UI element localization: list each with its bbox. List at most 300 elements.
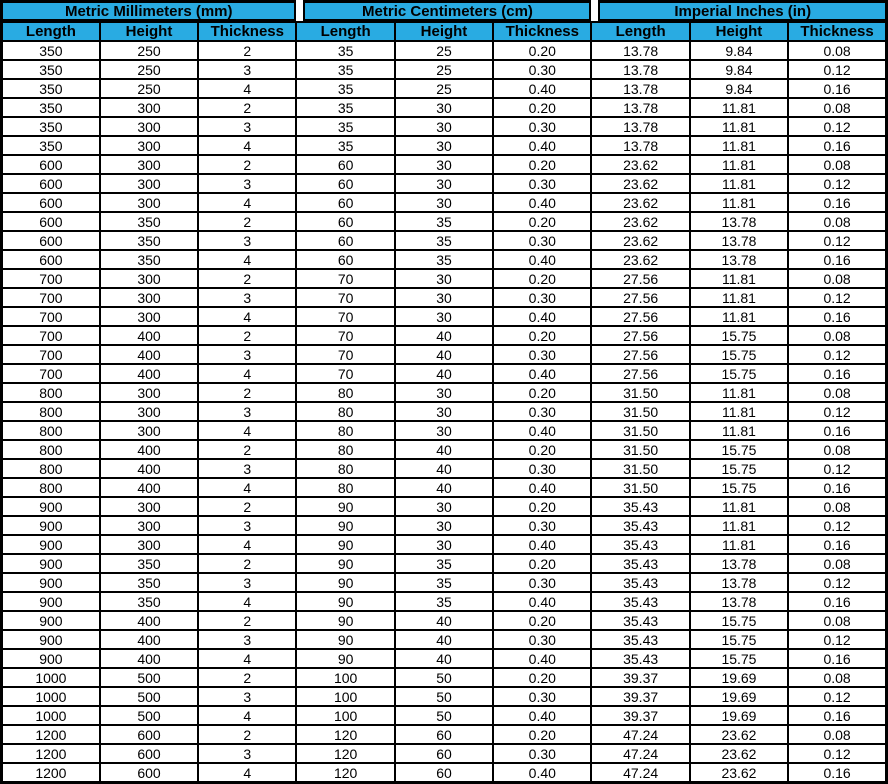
table-cell: 15.75 — [690, 440, 788, 459]
table-cell: 1200 — [2, 725, 100, 744]
table-cell: 0.12 — [788, 174, 886, 193]
table-cell: 0.30 — [493, 573, 591, 592]
table-cell: 40 — [395, 440, 493, 459]
table-row — [2, 687, 887, 706]
table-cell: 300 — [100, 288, 198, 307]
table-cell: 0.20 — [493, 497, 591, 516]
table-cell: 400 — [100, 478, 198, 497]
table-cell: 0.08 — [788, 440, 886, 459]
table-cell: 35.43 — [591, 592, 689, 611]
table-cell: 13.78 — [591, 98, 689, 117]
table-row — [2, 269, 887, 288]
table-cell: 0.40 — [493, 421, 591, 440]
table-cell: 0.40 — [493, 364, 591, 383]
table-cell: 0.12 — [788, 687, 886, 706]
table-cell: 0.30 — [493, 516, 591, 535]
table-row — [2, 402, 887, 421]
table-cell: 2 — [198, 212, 296, 231]
table-cell: 40 — [395, 345, 493, 364]
column-header-row — [2, 22, 887, 41]
table-cell: 4 — [198, 79, 296, 98]
table-cell: 60 — [395, 744, 493, 763]
table-cell: 0.08 — [788, 554, 886, 573]
table-row — [2, 497, 887, 516]
column-header-cm-height: Height — [395, 22, 493, 41]
table-cell: 30 — [395, 497, 493, 516]
table-cell: 0.40 — [493, 79, 591, 98]
table-cell: 900 — [2, 497, 100, 516]
table-row — [2, 193, 887, 212]
table-cell: 700 — [2, 288, 100, 307]
table-cell: 0.08 — [788, 383, 886, 402]
table-cell: 350 — [2, 60, 100, 79]
table-cell: 13.78 — [690, 212, 788, 231]
table-row — [2, 725, 887, 744]
table-cell: 900 — [2, 630, 100, 649]
table-cell: 90 — [296, 649, 394, 668]
table-cell: 4 — [198, 364, 296, 383]
table-cell: 400 — [100, 649, 198, 668]
table-cell: 1200 — [2, 763, 100, 783]
table-cell: 15.75 — [690, 459, 788, 478]
table-cell: 350 — [100, 212, 198, 231]
table-cell: 9.84 — [690, 41, 788, 60]
table-cell: 15.75 — [690, 630, 788, 649]
table-cell: 13.78 — [591, 60, 689, 79]
table-cell: 3 — [198, 231, 296, 250]
table-cell: 27.56 — [591, 326, 689, 345]
table-cell: 0.08 — [788, 269, 886, 288]
column-header-cm-thickness: Thickness — [493, 22, 591, 41]
table-cell: 2 — [198, 41, 296, 60]
table-cell: 0.20 — [493, 383, 591, 402]
table-cell: 0.12 — [788, 345, 886, 364]
table-cell: 0.40 — [493, 649, 591, 668]
group-header-cell-in — [591, 0, 886, 22]
table-cell: 120 — [296, 725, 394, 744]
table-cell: 30 — [395, 288, 493, 307]
table-cell: 30 — [395, 516, 493, 535]
table-row — [2, 231, 887, 250]
column-header-in-height: Height — [690, 22, 788, 41]
table-cell: 300 — [100, 421, 198, 440]
table-cell: 30 — [395, 117, 493, 136]
table-cell: 900 — [2, 516, 100, 535]
table-cell: 11.81 — [690, 307, 788, 326]
table-cell: 11.81 — [690, 98, 788, 117]
table-cell: 2 — [198, 326, 296, 345]
table-cell: 35 — [395, 250, 493, 269]
table-cell: 70 — [296, 269, 394, 288]
group-header-in: Imperial Inches (in) — [598, 0, 885, 21]
table-cell: 800 — [2, 478, 100, 497]
table-cell: 13.78 — [690, 554, 788, 573]
table-cell: 700 — [2, 269, 100, 288]
table-cell: 300 — [100, 307, 198, 326]
table-cell: 0.40 — [493, 307, 591, 326]
table-cell: 0.12 — [788, 231, 886, 250]
table-cell: 30 — [395, 174, 493, 193]
group-header-cm: Metric Centimeters (cm) — [303, 0, 591, 21]
table-cell: 0.16 — [788, 193, 886, 212]
table-cell: 35 — [395, 573, 493, 592]
table-cell: 60 — [395, 763, 493, 783]
table-cell: 30 — [395, 307, 493, 326]
table-cell: 11.81 — [690, 193, 788, 212]
table-cell: 0.20 — [493, 155, 591, 174]
table-cell: 2 — [198, 440, 296, 459]
table-row — [2, 630, 887, 649]
table-cell: 100 — [296, 687, 394, 706]
table-cell: 35 — [395, 231, 493, 250]
table-cell: 2 — [198, 497, 296, 516]
table-cell: 35 — [296, 117, 394, 136]
table-cell: 0.40 — [493, 535, 591, 554]
table-cell: 23.62 — [591, 231, 689, 250]
table-cell: 30 — [395, 136, 493, 155]
table-cell: 27.56 — [591, 288, 689, 307]
table-cell: 0.30 — [493, 345, 591, 364]
table-cell: 0.16 — [788, 250, 886, 269]
table-cell: 23.62 — [591, 193, 689, 212]
table-cell: 800 — [2, 402, 100, 421]
table-cell: 40 — [395, 611, 493, 630]
table-cell: 0.08 — [788, 326, 886, 345]
table-cell: 0.12 — [788, 630, 886, 649]
table-cell: 70 — [296, 307, 394, 326]
table-cell: 0.16 — [788, 763, 886, 783]
table-cell: 90 — [296, 573, 394, 592]
table-cell: 13.78 — [591, 136, 689, 155]
table-row — [2, 535, 887, 554]
table-header — [2, 0, 887, 41]
table-cell: 0.20 — [493, 269, 591, 288]
table-cell: 800 — [2, 383, 100, 402]
table-row — [2, 155, 887, 174]
table-cell: 31.50 — [591, 459, 689, 478]
table-cell: 9.84 — [690, 79, 788, 98]
table-cell: 0.16 — [788, 478, 886, 497]
table-cell: 0.16 — [788, 364, 886, 383]
table-cell: 100 — [296, 706, 394, 725]
table-cell: 35.43 — [591, 535, 689, 554]
table-cell: 3 — [198, 744, 296, 763]
table-cell: 60 — [296, 231, 394, 250]
table-cell: 70 — [296, 288, 394, 307]
table-cell: 600 — [2, 174, 100, 193]
table-cell: 30 — [395, 193, 493, 212]
table-cell: 60 — [296, 155, 394, 174]
table-cell: 400 — [100, 630, 198, 649]
table-cell: 9.84 — [690, 60, 788, 79]
table-cell: 0.16 — [788, 592, 886, 611]
table-cell: 600 — [2, 212, 100, 231]
table-row — [2, 326, 887, 345]
table-cell: 4 — [198, 535, 296, 554]
table-cell: 0.20 — [493, 41, 591, 60]
table-cell: 35 — [296, 136, 394, 155]
table-cell: 600 — [100, 744, 198, 763]
table-cell: 23.62 — [690, 744, 788, 763]
table-cell: 0.20 — [493, 212, 591, 231]
table-cell: 0.30 — [493, 117, 591, 136]
table-cell: 400 — [100, 326, 198, 345]
table-cell: 90 — [296, 592, 394, 611]
table-cell: 0.40 — [493, 250, 591, 269]
table-cell: 35.43 — [591, 649, 689, 668]
table-cell: 0.40 — [493, 592, 591, 611]
table-cell: 600 — [2, 250, 100, 269]
table-cell: 15.75 — [690, 364, 788, 383]
table-cell: 2 — [198, 383, 296, 402]
table-cell: 90 — [296, 611, 394, 630]
table-cell: 4 — [198, 250, 296, 269]
column-header-mm-thickness: Thickness — [198, 22, 296, 41]
table-cell: 23.62 — [690, 763, 788, 783]
table-cell: 0.40 — [493, 706, 591, 725]
table-cell: 25 — [395, 60, 493, 79]
table-cell: 70 — [296, 345, 394, 364]
table-cell: 400 — [100, 345, 198, 364]
table-cell: 600 — [100, 763, 198, 783]
table-body — [2, 41, 887, 783]
table-cell: 4 — [198, 649, 296, 668]
table-cell: 0.12 — [788, 60, 886, 79]
table-cell: 400 — [100, 440, 198, 459]
table-cell: 15.75 — [690, 649, 788, 668]
table-cell: 30 — [395, 421, 493, 440]
table-cell: 50 — [395, 706, 493, 725]
table-cell: 1200 — [2, 744, 100, 763]
table-cell: 120 — [296, 744, 394, 763]
table-cell: 0.40 — [493, 136, 591, 155]
table-row — [2, 79, 887, 98]
table-cell: 300 — [100, 535, 198, 554]
table-cell: 0.16 — [788, 136, 886, 155]
table-row — [2, 440, 887, 459]
table-cell: 0.20 — [493, 326, 591, 345]
table-cell: 250 — [100, 41, 198, 60]
table-cell: 35.43 — [591, 573, 689, 592]
table-cell: 35 — [395, 212, 493, 231]
table-cell: 2 — [198, 98, 296, 117]
table-cell: 300 — [100, 497, 198, 516]
table-cell: 50 — [395, 687, 493, 706]
table-cell: 23.62 — [591, 250, 689, 269]
table-cell: 0.30 — [493, 231, 591, 250]
table-cell: 80 — [296, 478, 394, 497]
table-cell: 23.62 — [690, 725, 788, 744]
table-cell: 120 — [296, 763, 394, 783]
table-cell: 13.78 — [690, 592, 788, 611]
table-row — [2, 60, 887, 79]
table-cell: 80 — [296, 383, 394, 402]
column-header-cm-length: Length — [296, 22, 394, 41]
table-row — [2, 383, 887, 402]
table-cell: 19.69 — [690, 668, 788, 687]
table-cell: 1000 — [2, 706, 100, 725]
table-cell: 900 — [2, 611, 100, 630]
group-header-row — [2, 0, 887, 22]
table-cell: 90 — [296, 554, 394, 573]
table-cell: 40 — [395, 326, 493, 345]
table-row — [2, 592, 887, 611]
column-header-mm-height: Height — [100, 22, 198, 41]
table-cell: 0.16 — [788, 79, 886, 98]
table-cell: 2 — [198, 668, 296, 687]
table-cell: 31.50 — [591, 478, 689, 497]
table-cell: 0.30 — [493, 630, 591, 649]
table-cell: 350 — [2, 136, 100, 155]
table-cell: 700 — [2, 307, 100, 326]
table-cell: 0.20 — [493, 668, 591, 687]
table-cell: 47.24 — [591, 744, 689, 763]
table-cell: 0.40 — [493, 478, 591, 497]
table-cell: 4 — [198, 763, 296, 783]
table-cell: 4 — [198, 307, 296, 326]
table-cell: 35.43 — [591, 630, 689, 649]
table-row — [2, 554, 887, 573]
table-cell: 350 — [2, 41, 100, 60]
table-cell: 19.69 — [690, 706, 788, 725]
table-cell: 250 — [100, 60, 198, 79]
table-cell: 80 — [296, 421, 394, 440]
table-cell: 500 — [100, 706, 198, 725]
table-cell: 25 — [395, 41, 493, 60]
table-cell: 40 — [395, 649, 493, 668]
table-cell: 40 — [395, 630, 493, 649]
table-cell: 0.12 — [788, 573, 886, 592]
table-cell: 1000 — [2, 668, 100, 687]
table-cell: 23.62 — [591, 174, 689, 193]
table-row — [2, 611, 887, 630]
table-cell: 30 — [395, 269, 493, 288]
table-cell: 400 — [100, 364, 198, 383]
table-cell: 300 — [100, 516, 198, 535]
table-cell: 0.40 — [493, 763, 591, 783]
table-cell: 0.40 — [493, 193, 591, 212]
table-cell: 250 — [100, 79, 198, 98]
table-cell: 47.24 — [591, 725, 689, 744]
table-cell: 0.30 — [493, 174, 591, 193]
table-cell: 30 — [395, 383, 493, 402]
table-row — [2, 573, 887, 592]
table-cell: 11.81 — [690, 269, 788, 288]
table-cell: 11.81 — [690, 155, 788, 174]
table-cell: 700 — [2, 326, 100, 345]
table-cell: 60 — [296, 250, 394, 269]
table-cell: 27.56 — [591, 307, 689, 326]
table-cell: 60 — [296, 193, 394, 212]
table-cell: 0.12 — [788, 744, 886, 763]
group-header-cell-cm — [296, 0, 591, 22]
table-cell: 13.78 — [690, 231, 788, 250]
table-cell: 11.81 — [690, 383, 788, 402]
table-cell: 2 — [198, 554, 296, 573]
table-cell: 800 — [2, 459, 100, 478]
table-cell: 0.08 — [788, 725, 886, 744]
table-cell: 3 — [198, 345, 296, 364]
table-cell: 11.81 — [690, 516, 788, 535]
table-cell: 900 — [2, 535, 100, 554]
table-cell: 350 — [100, 250, 198, 269]
table-cell: 31.50 — [591, 421, 689, 440]
table-cell: 15.75 — [690, 345, 788, 364]
table-row — [2, 649, 887, 668]
table-cell: 3 — [198, 630, 296, 649]
table-cell: 0.20 — [493, 725, 591, 744]
table-cell: 0.08 — [788, 98, 886, 117]
column-header-mm-length: Length — [2, 22, 100, 41]
table-cell: 0.16 — [788, 649, 886, 668]
table-cell: 350 — [100, 573, 198, 592]
group-header-mm: Metric Millimeters (mm) — [3, 0, 296, 21]
table-row — [2, 668, 887, 687]
table-cell: 4 — [198, 706, 296, 725]
table-cell: 23.62 — [591, 155, 689, 174]
table-cell: 13.78 — [591, 117, 689, 136]
table-row — [2, 516, 887, 535]
table-cell: 3 — [198, 288, 296, 307]
table-cell: 11.81 — [690, 288, 788, 307]
table-cell: 3 — [198, 60, 296, 79]
table-cell: 11.81 — [690, 117, 788, 136]
table-cell: 3 — [198, 459, 296, 478]
table-cell: 15.75 — [690, 478, 788, 497]
table-row — [2, 98, 887, 117]
table-cell: 30 — [395, 155, 493, 174]
table-cell: 1000 — [2, 687, 100, 706]
table-cell: 47.24 — [591, 763, 689, 783]
table-cell: 35 — [296, 60, 394, 79]
table-cell: 400 — [100, 459, 198, 478]
table-cell: 300 — [100, 402, 198, 421]
table-cell: 0.20 — [493, 554, 591, 573]
table-row — [2, 763, 887, 783]
table-cell: 600 — [2, 231, 100, 250]
table-cell: 60 — [395, 725, 493, 744]
table-cell: 0.20 — [493, 611, 591, 630]
table-cell: 350 — [100, 592, 198, 611]
table-cell: 30 — [395, 402, 493, 421]
table-cell: 31.50 — [591, 383, 689, 402]
table-cell: 0.30 — [493, 402, 591, 421]
table-cell: 39.37 — [591, 668, 689, 687]
table-cell: 2 — [198, 269, 296, 288]
table-cell: 11.81 — [690, 421, 788, 440]
table-cell: 90 — [296, 497, 394, 516]
table-cell: 19.69 — [690, 687, 788, 706]
table-row — [2, 345, 887, 364]
table-cell: 35.43 — [591, 497, 689, 516]
table-cell: 300 — [100, 174, 198, 193]
table-cell: 600 — [2, 155, 100, 174]
table-cell: 35 — [395, 592, 493, 611]
table-cell: 80 — [296, 402, 394, 421]
table-cell: 35 — [296, 79, 394, 98]
table-cell: 13.78 — [690, 573, 788, 592]
table-cell: 90 — [296, 516, 394, 535]
table-cell: 4 — [198, 421, 296, 440]
table-cell: 100 — [296, 668, 394, 687]
table-cell: 700 — [2, 345, 100, 364]
table-cell: 35 — [296, 98, 394, 117]
table-cell: 0.20 — [493, 440, 591, 459]
table-cell: 2 — [198, 725, 296, 744]
table-cell: 39.37 — [591, 706, 689, 725]
table-cell: 11.81 — [690, 136, 788, 155]
table-cell: 90 — [296, 535, 394, 554]
